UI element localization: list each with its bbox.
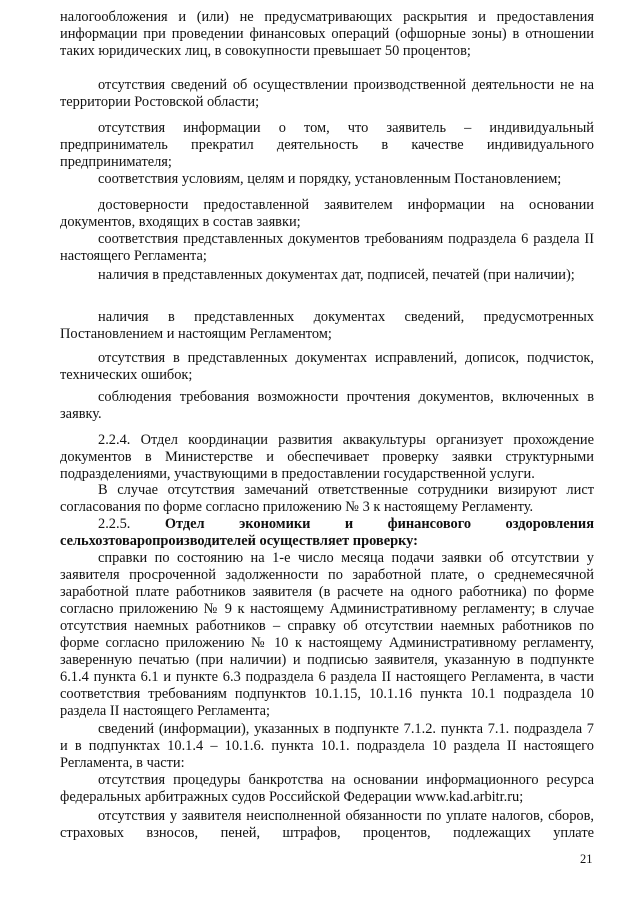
heading-number: 2.2.5.: [98, 516, 131, 532]
paragraph-2-2-4: [60, 432, 594, 483]
paragraph: [60, 772, 594, 806]
paragraph-text: наличия в представленных документах дат, подписей, печатей (при наличии);: [98, 267, 575, 283]
heading-word: Отдел: [164, 516, 205, 532]
paragraph: [60, 309, 594, 343]
paragraph: [60, 482, 594, 516]
heading-2-2-5-line2: сельхозтоваропроизводителей осуществляет проверку:: [60, 533, 418, 549]
paragraph-text: В случае отсутствия замечаний ответственные сотрудники визируют лист согласования по форме согласно приложению № 3 к настоящему Регламенту.: [60, 482, 594, 515]
paragraph-text: отсутствия сведений об осуществлении производственной деятельности не на территории Ростовской области;: [60, 77, 594, 110]
heading-2-2-5: [60, 516, 594, 550]
paragraph: [60, 808, 594, 842]
heading-2-2-5-line1: [60, 516, 594, 533]
paragraph: налогообложения и (или) не предусматривающих раскрытия и предоставления информации при проведении финансовых операций (офшорные зоны) в отношении таких юридических лиц, в совокупности превышает 50 процентов;: [60, 9, 594, 59]
paragraph: [60, 350, 594, 384]
page-number: 21: [580, 852, 593, 866]
paragraph-text: соблюдения требования возможности прочтения документов, включенных в заявку.: [60, 389, 594, 422]
heading-word: оздоровления: [505, 516, 594, 532]
paragraph: [60, 231, 594, 265]
paragraph: [60, 721, 594, 772]
paragraph-text: отсутствия у заявителя неисполненной обязанности по уплате налогов, сборов, страховых взносов, пеней, штрафов, процентов, подлежащих уплате: [60, 808, 594, 841]
paragraph: [60, 120, 594, 171]
paragraph: [60, 389, 594, 423]
paragraph: [60, 550, 594, 720]
paragraph-text: наличия в представленных документах сведений, предусмотренных Постановлением и настоящим Регламентом;: [60, 309, 594, 342]
paragraph-text: достоверности предоставленной заявителем информации на основании документов, входящих в состав заявки;: [60, 197, 594, 230]
paragraph-text: соответствия условиям, целям и порядку, установленным Постановлением;: [98, 171, 562, 187]
paragraph: [60, 197, 594, 231]
paragraph-text: сведений (информации), указанных в подпункте 7.1.2. пункта 7.1. подраздела 7 и в подпунктах 10.1.4 – 10.1.6. пункта 10.1. подраздела 10 раздела II настоящего Регламента, в части:: [60, 721, 594, 771]
heading-word: и: [344, 516, 354, 532]
paragraph-text: отсутствия информации о том, что заявитель – индивидуальный предприниматель прекратил деятельность в качестве индивидуального предпринимателя;: [60, 120, 594, 170]
paragraph: [60, 77, 594, 111]
paragraph: [60, 171, 594, 188]
paragraph-continuation: [60, 9, 594, 60]
paragraph: [60, 267, 594, 284]
paragraph-text: 2.2.4. Отдел координации развития аквакультуры организует прохождение документов в Министерстве и обеспечивает проверку заявки структурными подразделениями, участвующими в предоставлении государственной услуги.: [60, 432, 594, 482]
paragraph-text: соответствия представленных документов требованиям подраздела 6 раздела II настоящего Регламента;: [60, 231, 594, 264]
heading-word: финансового: [387, 516, 472, 532]
heading-word: экономики: [239, 516, 311, 532]
paragraph-text: отсутствия процедуры банкротства на основании информационного ресурса федеральных арбитражных судов Российской Федерации www.kad.arbitr.ru;: [60, 772, 594, 805]
paragraph-text: справки по состоянию на 1-е число месяца подачи заявки об отсутствии у заявителя просроченной задолженности по заработной плате, о среднемесячной заработной плате работников заявителя (в расчете на одного работника) по форме согласно приложению № 9 к настоящему Административному регламенту; в случае отсутствия наемных работников – справку об отсутствии наемных работников по форме согласно приложению № 10 к настоящему Административному регламенту, заверенную печатью (при наличии) и подписью заявителя, указанную в подпункте 6.1.4 пункта 6.1 и пункте 6.3 подраздела 6 раздела II настоящего Регламента, в части соответствия требованиям подпунктов 10.1.15, 10.1.16 пункта 10.1 подраздела 10 раздела II настоящего Регламента;: [60, 550, 594, 719]
paragraph-text: отсутствия в представленных документах исправлений, дописок, подчисток, технических ошибок;: [60, 350, 594, 383]
